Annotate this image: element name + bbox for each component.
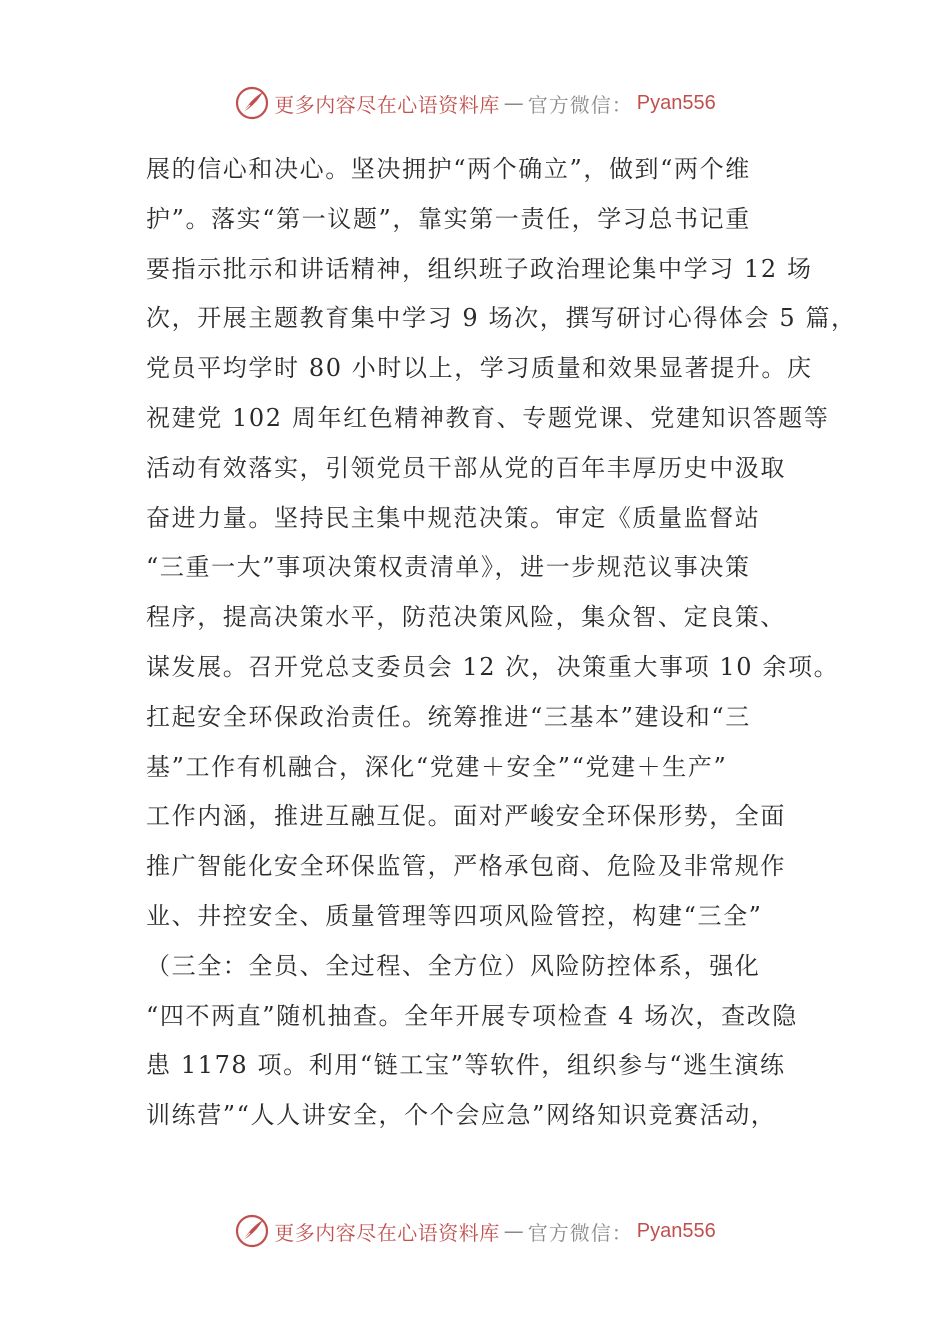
quill-pen-icon bbox=[234, 1213, 270, 1249]
text-line: （三全：全员、全过程、全方位）风险防控体系，强化 bbox=[146, 951, 761, 980]
text-line: 次，开展主题教育集中学习 9 场次，撰写研讨心得体会 5 篇， bbox=[146, 304, 857, 333]
watermark-dash: — bbox=[503, 1219, 524, 1243]
text-line: “四不两直”随机抽查。全年开展专项检查 4 场次，查改隐 bbox=[146, 1001, 798, 1030]
quill-pen-icon bbox=[234, 85, 270, 121]
text-line: “三重一大”事项决策权责清单》，进一步规范议事决策 bbox=[146, 553, 751, 582]
text-line: 基”工作有机融合，深化“党建＋安全”“党建＋生产” bbox=[146, 752, 728, 781]
text-line: 业、井控安全、质量管理等四项风险管控，构建“三全” bbox=[146, 901, 763, 930]
text-line: 谋发展。召开党总支委员会 12 次，决策重大事项 10 余项。 bbox=[146, 652, 840, 681]
text-line: 程序，提高决策水平，防范决策风险，集众智、定良策、 bbox=[146, 603, 786, 632]
text-line: 扛起安全环保政治责任。统筹推进“三基本”建设和“三 bbox=[146, 702, 751, 731]
document-body bbox=[146, 145, 857, 1141]
text-line: 展的信心和决心。坚决拥护“两个确立”，做到“两个维 bbox=[146, 155, 751, 183]
text-line: 训练营”“人人讲安全，个个会应急”网络知识竞赛活动， bbox=[146, 1101, 777, 1130]
text-line: 活动有效落实，引领党员干部从党的百年丰厚历史中汲取 bbox=[146, 453, 786, 482]
text-line: 奋进力量。坚持民主集中规范决策。审定《质量监督站 bbox=[146, 503, 761, 532]
watermark-site-name: 更多内容尽在心语资料库 bbox=[274, 92, 500, 117]
header-watermark bbox=[0, 83, 950, 123]
watermark-label: 官方微信： bbox=[527, 92, 633, 117]
watermark-label: 官方微信： bbox=[527, 1220, 633, 1245]
text-line: 患 1178 项。利用“链工宝”等软件，组织参与“逃生演练 bbox=[146, 1051, 786, 1080]
text-line: 工作内涵，推进互融互促。面对严峻安全环保形势，全面 bbox=[146, 802, 786, 831]
text-line: 祝建党 102 周年红色精神教育、专题党课、党建知识答题等 bbox=[146, 403, 830, 432]
watermark-wechat-id: Pyan556 bbox=[636, 91, 716, 114]
footer-watermark bbox=[0, 1211, 950, 1251]
text-line: 要指示批示和讲话精神，组织班子政治理论集中学习 12 场 bbox=[146, 254, 813, 283]
watermark-wechat-id: Pyan556 bbox=[636, 1219, 716, 1242]
text-line: 党员平均学时 80 小时以上，学习质量和效果显著提升。庆 bbox=[146, 354, 813, 383]
text-line: 推广智能化安全环保监管，严格承包商、危险及非常规作 bbox=[146, 852, 786, 881]
text-line: 护”。落实“第一议题”，靠实第一责任，学习总书记重 bbox=[146, 204, 751, 233]
watermark-site-name: 更多内容尽在心语资料库 bbox=[274, 1220, 500, 1245]
watermark-dash: — bbox=[503, 91, 524, 115]
